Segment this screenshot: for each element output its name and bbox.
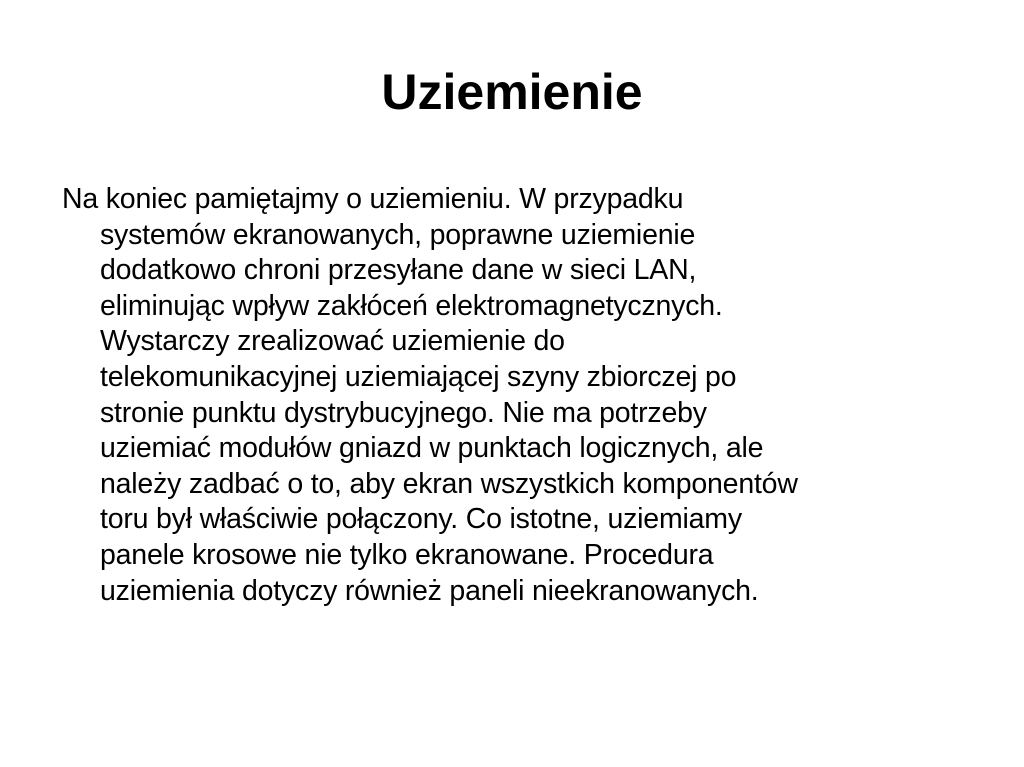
body-line: systemów ekranowanych, poprawne uziemienie: [100, 218, 696, 251]
body-line: uziemiać modułów gniazd w punktach logicznych, ale: [100, 432, 764, 465]
slide-title: Uziemienie: [381, 64, 643, 120]
body-line: stronie punktu dystrybucyjnego. Nie ma potrzeby: [100, 396, 707, 429]
body-line: eliminując wpływ zakłóceń elektromagnetycznych.: [100, 289, 723, 322]
body-line: Wystarczy zrealizować uziemienie do: [100, 325, 565, 358]
body-line: toru był właściwie połączony. Co istotne, uziemiamy: [100, 503, 742, 536]
body-line: Na koniec pamiętajmy o uziemieniu. W przypadku: [62, 183, 684, 215]
body-line: telekomunikacyjnej uziemiającej szyny zbiorczej po: [100, 360, 737, 393]
body-line: panele krosowe nie tylko ekranowane. Procedura: [100, 538, 714, 571]
body-line: dodatkowo chroni przesyłane dane w sieci LAN,: [100, 254, 697, 287]
slide-body-paragraph: [62, 182, 982, 609]
body-line: należy zadbać o to, aby ekran wszystkich komponentów: [100, 467, 798, 500]
body-line: uziemienia dotyczy również paneli nieekranowanych.: [100, 574, 759, 607]
